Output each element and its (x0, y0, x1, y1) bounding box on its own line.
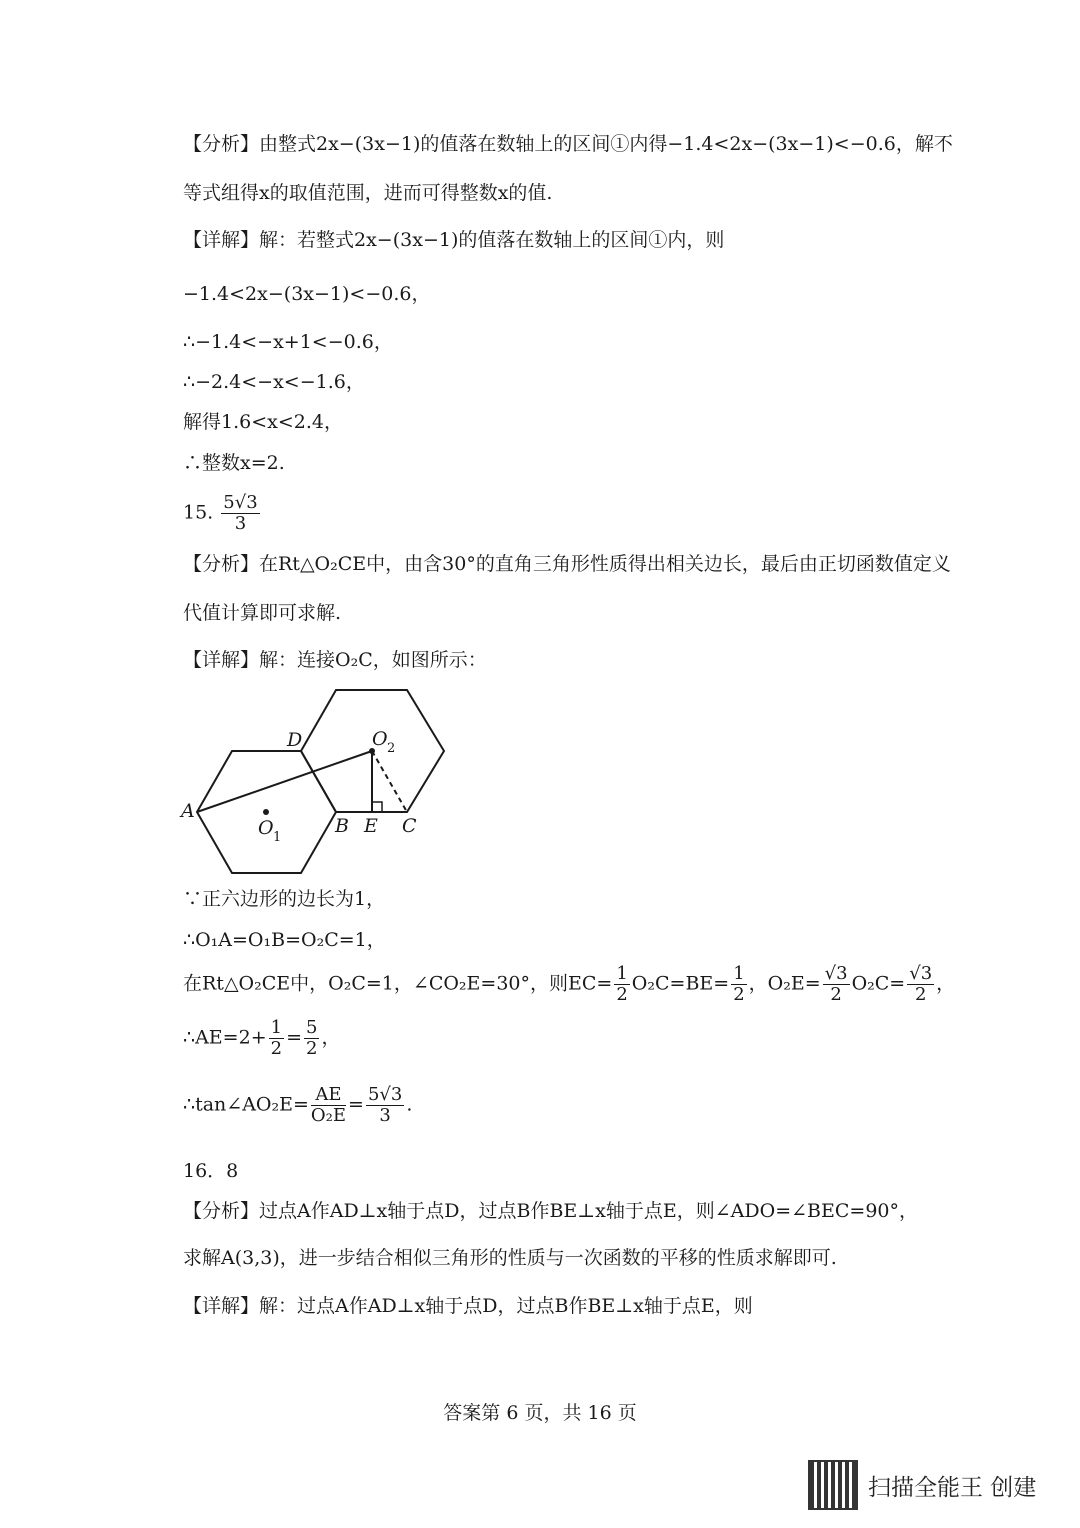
text-part: ∴AE=2+ (183, 1026, 267, 1049)
numerator: 1 (616, 963, 628, 984)
text-part: ∴tan∠AO₂E= (183, 1093, 309, 1116)
solution-15: 【详解】解：连接O₂C，如图所示： (183, 649, 487, 671)
label-D: D (287, 729, 303, 751)
step-2: ∴−1.4<−x+1<−0.6， (183, 331, 393, 353)
label-O1-sub: 1 (273, 830, 282, 845)
text-part: O₂C=BE= (631, 972, 730, 995)
denominator: 2 (270, 1038, 283, 1059)
fraction-half (731, 964, 746, 1005)
denominator: 3 (234, 513, 247, 534)
numerator: √3 (824, 963, 848, 984)
text-part: ， (936, 972, 956, 995)
step-rt-triangle (183, 964, 955, 1005)
text-part: ， (321, 1026, 341, 1049)
step-AE (183, 1018, 340, 1059)
answer-15-fraction (221, 493, 259, 534)
right-angle-mark (372, 802, 382, 812)
step-equal-sides: ∴O₁A=O₁B=O₂C=1， (183, 929, 386, 951)
step-4: 解得1.6<x<2.4， (183, 411, 343, 433)
segment-O2C (372, 751, 407, 812)
numerator: 5√3 (367, 1084, 403, 1105)
step-tan (183, 1085, 412, 1126)
label-O2: O (372, 728, 388, 750)
fraction-half (614, 964, 629, 1005)
text-part: . (406, 1093, 413, 1116)
numerator: AE (311, 1085, 346, 1106)
text-part: = (348, 1093, 364, 1116)
solution-16: 【详解】解：过点A作AD⊥x轴于点D，过点B作BE⊥x轴于点E，则 (183, 1295, 753, 1317)
watermark-text: 扫描全能王 创建 (868, 1474, 1037, 1501)
analysis-15-cont: 代值计算即可求解. (183, 602, 342, 624)
fraction-root3-over-2 (823, 964, 850, 1005)
label-A: A (181, 800, 195, 822)
text-part: ，O₂E= (748, 972, 821, 995)
segment-AO2 (197, 751, 372, 812)
fraction-root3-over-2 (907, 964, 934, 1005)
scanner-watermark (808, 1459, 1036, 1511)
qr-code-icon (808, 1460, 858, 1510)
fraction-AE-over-O2E (311, 1085, 346, 1126)
numerator: 1 (733, 963, 745, 984)
page-footer: 答案第 6 页，共 16 页 (443, 1402, 637, 1424)
label-O2-sub: 2 (387, 741, 396, 756)
analysis-14: 【分析】由整式2x−(3x−1)的值落在数轴上的区间①内得−1.4<2x−(3x−1)<−0.6，解不 (183, 133, 953, 155)
analysis-16: 【分析】过点A作AD⊥x轴于点D，过点B作BE⊥x轴于点E，则∠ADO=∠BEC=90°， (183, 1200, 918, 1222)
text-part: = (286, 1026, 302, 1049)
denominator: 2 (830, 984, 842, 1005)
point-O1 (263, 809, 269, 815)
question-number-15: 15. (183, 501, 214, 524)
text-part: 在Rt△O₂CE中，O₂C=1，∠CO₂E=30°，则EC= (183, 972, 613, 995)
denominator: 2 (733, 984, 745, 1005)
denominator: 3 (379, 1105, 391, 1126)
denominator: 2 (616, 984, 628, 1005)
fraction-5root3-over-3 (366, 1085, 404, 1126)
numerator: 5 (305, 1017, 318, 1038)
text-part: O₂C= (851, 972, 906, 995)
step-3: ∴−2.4<−x<−1.6， (183, 371, 365, 393)
denominator: 2 (305, 1038, 318, 1059)
numerator: √3 (909, 963, 933, 984)
step-hex-side: ∵正六边形的边长为1， (183, 888, 386, 910)
fraction-5-over-2 (304, 1018, 319, 1059)
denominator: 2 (914, 984, 927, 1005)
analysis-15: 【分析】在Rt△O₂CE中，由含30°的直角三角形性质得出相关边长，最后由正切函数值定义 (183, 553, 951, 575)
step-5: ∴整数x=2. (183, 452, 285, 474)
numerator: 1 (270, 1017, 283, 1038)
step-1: −1.4<2x−(3x−1)<−0.6， (183, 283, 431, 305)
label-B: B (335, 815, 349, 837)
solution-14: 【详解】解：若整式2x−(3x−1)的值落在数轴上的区间①内，则 (183, 229, 725, 251)
label-C: C (402, 815, 417, 837)
numerator: 5√3 (223, 492, 258, 513)
analysis-16-cont: 求解A(3,3)，进一步结合相似三角形的性质与一次函数的平移的性质求解即可. (183, 1247, 837, 1269)
analysis-14-cont: 等式组得x的取值范围，进而可得整数x的值. (183, 182, 553, 204)
answer-16: 16．8 (183, 1160, 239, 1182)
denominator: O₂E (310, 1105, 347, 1126)
label-O1: O (258, 817, 274, 839)
hexagon-figure (175, 682, 465, 882)
answer-15 (183, 493, 262, 534)
label-E: E (364, 815, 378, 837)
fraction-half (269, 1018, 284, 1059)
